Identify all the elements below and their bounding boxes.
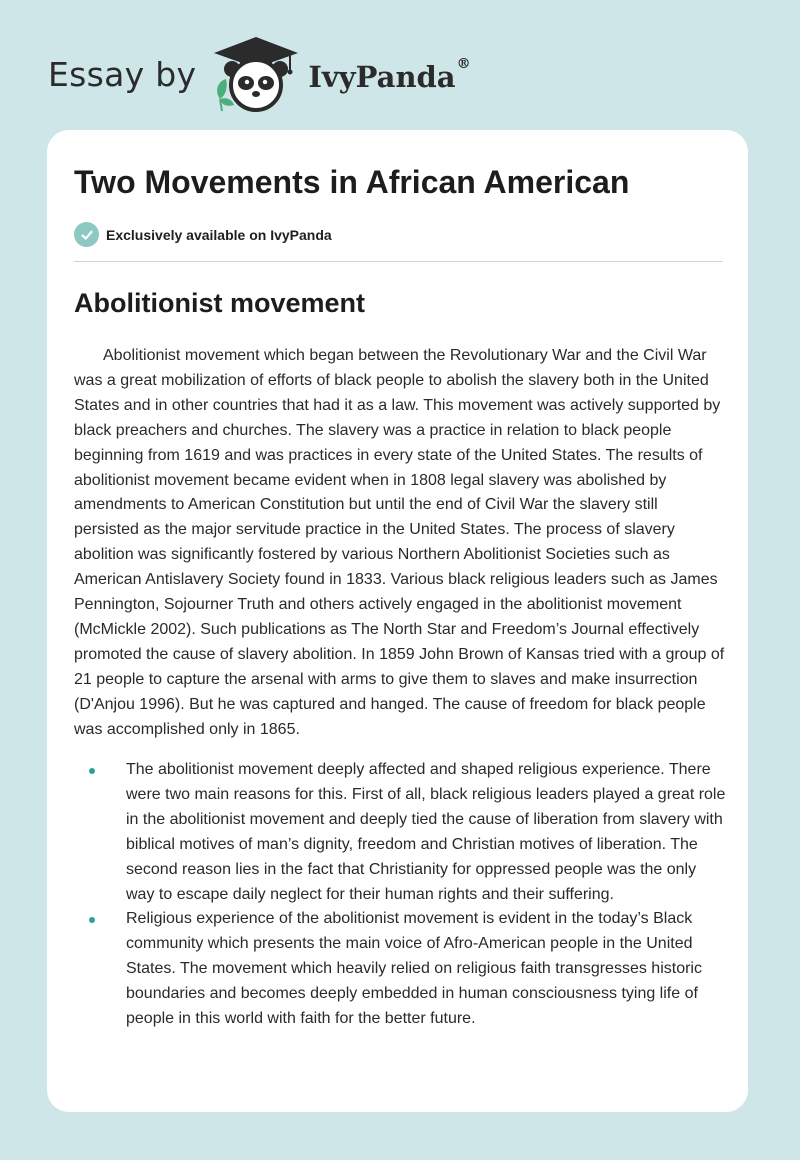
- list-item-text: Religious experience of the abolitionist movement is evident in the today’s Black community which presents the main voice of Afro-American people in the United States. The movement which heavily relied on religious faith transgresses historic boundaries and becomes deeply embedded in human consciousness tying life of people in this world with faith for the better future.: [126, 910, 702, 1028]
- essay-by-label: Essay by: [48, 54, 197, 94]
- divider: [74, 261, 723, 262]
- registered-mark: ®: [456, 56, 471, 72]
- body-paragraph: Abolitionist movement which began between the Revolutionary War and the Civil War was a great mobilization of efforts of black people to abolish the slavery both in the United States and in other countries that had it as a law. This movement was actively supported by black preachers and churches. The slavery was a practice in relation to black people beginning from 1619 and was practices in every state of the United States. The results of abolitionist movement became evident when in 1808 legal slavery was abolished by amendments to American Constitution but until the end of Civil War the slavery still persisted as the major servitude practice in the United States. The process of slavery abolition was significantly fostered by various Northern Abolitionist Societies such as American Antislavery Society found in 1833. Various black religious leaders such as James Pennington, Sojourner Truth and others actively engaged in the abolitionist movement (McMickle 2002). Such publications as The North Star and Freedom’s Journal effectively promoted the cause of slavery abolition. In 1859 John Brown of Kansas tried with a group of 21 people to capture the arsenal with arms to give them to slaves and make insurrection (D'Anjou 1996). But he was captured and hanged. The cause of freedom for black people was accomplished only in 1865.: [74, 347, 725, 738]
- bullet-dot-icon: [89, 768, 95, 774]
- panda-logo-icon[interactable]: [210, 35, 302, 118]
- bullet-list: [74, 758, 726, 1032]
- list-item: [74, 907, 726, 1032]
- list-item: [74, 758, 726, 907]
- bullet-dot-icon: [89, 917, 95, 923]
- brand-name: IvyPanda: [308, 60, 456, 94]
- checkmark-icon: [74, 222, 99, 247]
- list-item-text: The abolitionist movement deeply affected and shaped religious experience. There were two main reasons for this. First of all, black religious leaders played a great role in the abolitionist movement and deeply tied the cause of liberation from slavery with biblical motives of man’s dignity, freedom and Christian motives of liberation. The second reason lies in the fact that Christianity for oppressed people was the only way to escape daily neglect for their human rights and their suffering.: [126, 761, 726, 903]
- site-header: [48, 34, 471, 114]
- section-heading: Abolitionist movement: [74, 288, 366, 318]
- ivypanda-brand[interactable]: [308, 56, 471, 94]
- badge-text: Exclusively available on IvyPanda: [106, 226, 332, 243]
- essay-card: [47, 130, 748, 1112]
- exclusive-badge: [74, 222, 332, 247]
- page-title: Two Movements in African American: [74, 164, 630, 200]
